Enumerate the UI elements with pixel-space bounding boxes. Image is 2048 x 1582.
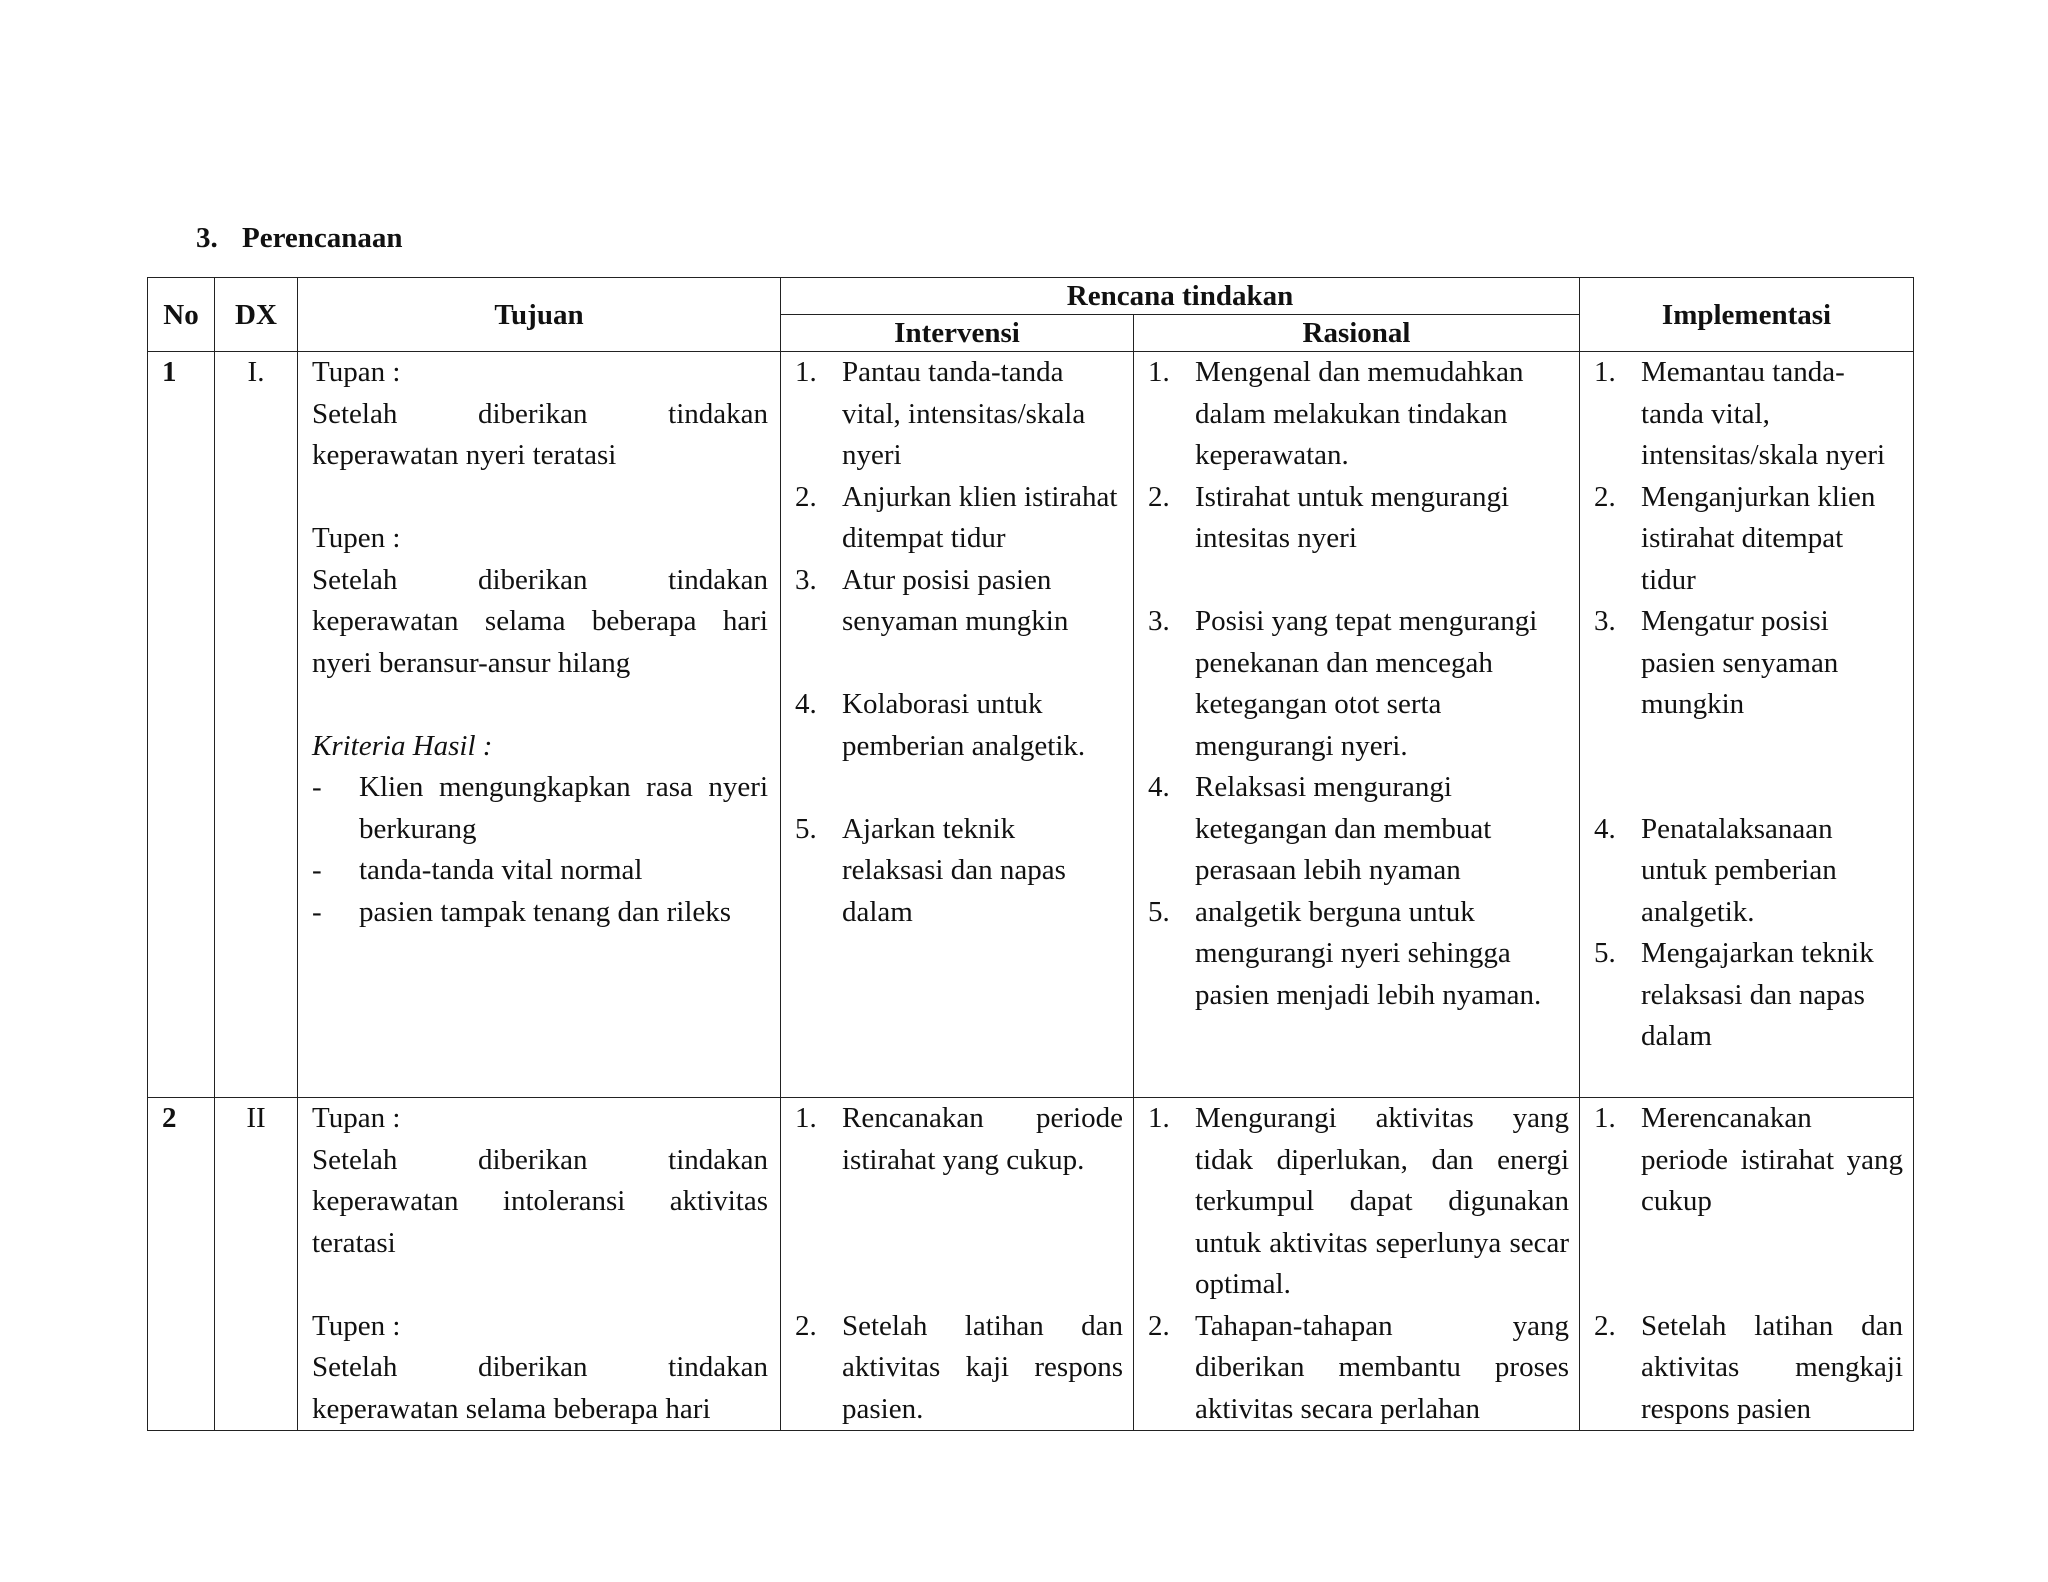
tupan-label: Tupan : (312, 356, 401, 388)
list-item: 1. Pantau tanda-tanda vital, intensitas/skala nyeri (795, 356, 1086, 471)
tupan-text-line: keperawatan intoleransi aktivitas (312, 1185, 768, 1217)
kriteria-hasil-label: Kriteria Hasil : (312, 729, 493, 762)
intervensi-cell (781, 352, 1134, 1098)
header-tujuan: Tujuan (298, 278, 781, 352)
tupan-text-line: Setelah diberikan tindakan (312, 1143, 768, 1176)
list-item: 3. Atur posisi pasien senyaman mungkin (795, 563, 1069, 637)
row-dx: I. (215, 352, 298, 1098)
list-item: 2. Tahapan-tahapan yang diberikan membantu proses aktivitas secara perlahan (1148, 1309, 1570, 1425)
header-no: No (148, 278, 215, 352)
list-item: 1. Merencanakan periode istirahat yang cukup (1594, 1102, 1904, 1217)
header-rasional: Rasional (1134, 315, 1580, 352)
tupen-label: Tupen : (312, 522, 401, 554)
list-item: 2. Istirahat untuk mengurangi intesitas nyeri (1148, 480, 1510, 554)
rasional-cell (1134, 352, 1580, 1098)
header-implementasi: Implementasi (1580, 278, 1914, 352)
list-item: 2. Anjurkan klien istirahat ditempat tidur (795, 480, 1118, 554)
tupen-text-line: Setelah diberikan tindakan (312, 563, 768, 596)
header-intervensi: Intervensi (781, 315, 1134, 352)
list-item: 2. Setelah latihan dan aktivitas mengkaji respons pasien (1594, 1309, 1904, 1425)
list-item: 3. Mengatur posisi pasien senyaman mungkin (1594, 605, 1839, 720)
implementasi-cell (1580, 352, 1914, 1098)
planning-table (147, 277, 1914, 1431)
row-number: 1 (148, 352, 215, 1098)
table-row (148, 352, 1914, 1098)
tujuan-cell (298, 1098, 781, 1431)
tupen-text-line: Setelah diberikan tindakan (312, 1351, 768, 1383)
row-number: 2 (148, 1098, 215, 1431)
section-title: Perencanaan (242, 222, 403, 254)
row-dx: II (215, 1098, 298, 1431)
implementasi-cell (1580, 1098, 1914, 1431)
list-item: 5. Mengajarkan teknik relaksasi dan napas dalam (1594, 937, 1874, 1052)
tupen-text-line: nyeri beransur-ansur hilang (312, 646, 631, 679)
tupan-label: Tupan : (312, 1102, 401, 1134)
list-item: 1. Rencanakan periode istirahat yang cukup. (795, 1102, 1123, 1176)
list-item: 5. Ajarkan teknik relaksasi dan napas dalam (795, 812, 1066, 928)
list-item: 4. Kolaborasi untuk pemberian analgetik. (795, 688, 1086, 762)
tujuan-cell (298, 352, 781, 1098)
tupan-text-line: teratasi (312, 1226, 396, 1259)
intervensi-cell (781, 1098, 1134, 1431)
header-dx: DX (215, 278, 298, 352)
tupen-text-line: keperawatan selama beberapa hari (312, 605, 768, 637)
list-item: 1. Memantau tanda-tanda vital, intensitas/skala nyeri (1594, 356, 1886, 471)
list-item: 5. analgetik berguna untuk mengurangi nyeri sehingga pasien menjadi lebih nyaman. (1148, 895, 1542, 1011)
list-item: 1. Mengenal dan memudahkan dalam melakukan tindakan keperawatan. (1148, 356, 1524, 471)
section-heading (196, 222, 403, 255)
kriteria-list (312, 767, 768, 933)
list-item: 4. Relaksasi mengurangi ketegangan dan membuat perasaan lebih nyaman (1148, 771, 1492, 886)
tupen-text-line: keperawatan selama beberapa hari (312, 1392, 711, 1425)
section-number: 3. (196, 222, 218, 254)
table-row (148, 1098, 1914, 1431)
list-item: 2. Menganjurkan klien istirahat ditempat tidur (1594, 480, 1876, 596)
list-item: 2. Setelah latihan dan aktivitas kaji respons pasien. (795, 1309, 1123, 1425)
rasional-cell (1134, 1098, 1580, 1431)
header-rencana-tindakan: Rencana tindakan (781, 278, 1580, 315)
tupen-label: Tupen : (312, 1309, 401, 1342)
list-item: - pasien tampak tenang dan rileks (312, 895, 732, 928)
list-item: 3. Posisi yang tepat mengurangi penekanan dan mencegah ketegangan otot serta mengurangi nyeri. (1148, 605, 1538, 762)
tupan-text-line: keperawatan nyeri teratasi (312, 439, 617, 471)
list-item: 1. Mengurangi aktivitas yang tidak diperlukan, dan energi terkumpul dapat digunakan untuk aktivitas seperlunya secar optimal. (1148, 1102, 1570, 1300)
list-item: 4. Penatalaksanaan untuk pemberian analgetik. (1594, 812, 1837, 928)
list-item: - Klien mengungkapkan rasa nyeri berkurang (312, 771, 768, 845)
tupan-text-line: Setelah diberikan tindakan (312, 397, 768, 430)
list-item: - tanda-tanda vital normal (312, 854, 643, 886)
